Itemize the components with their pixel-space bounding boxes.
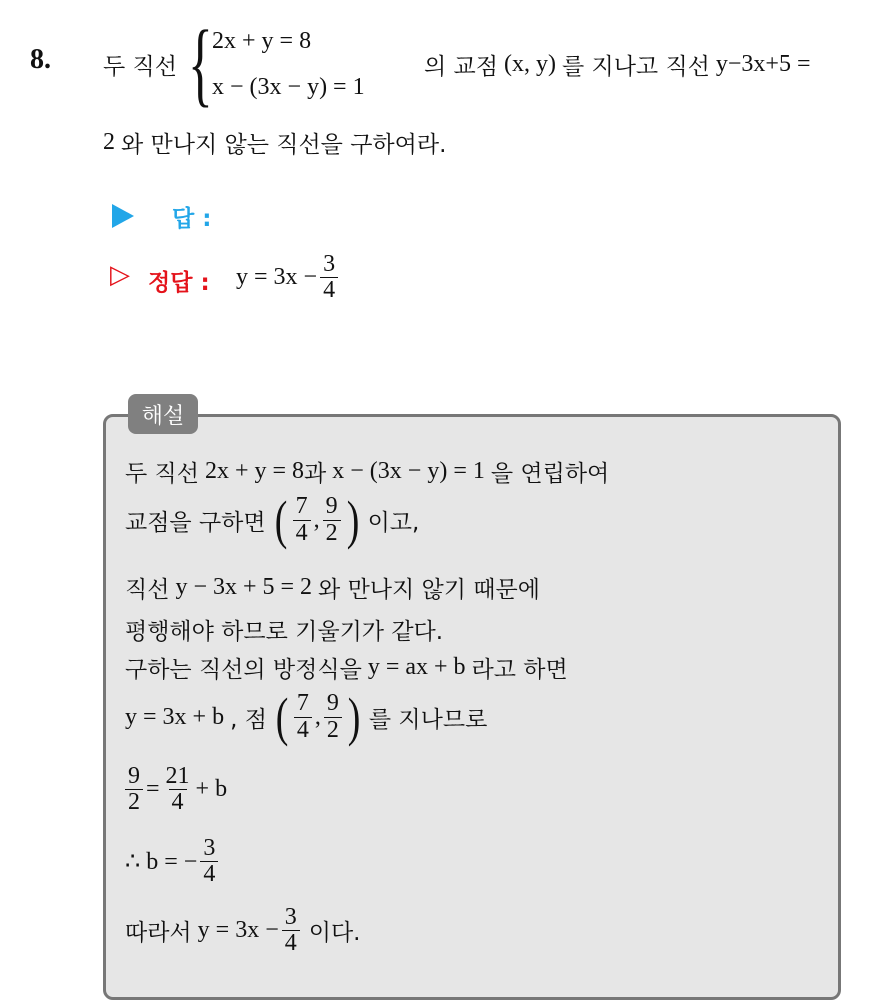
solution-line3 [125, 571, 540, 604]
answer-label: 답 : [172, 206, 212, 232]
sol-l8-a: ∴ b = − [125, 849, 198, 876]
correct-triangle-icon: ▷ [110, 260, 130, 290]
close-paren: ) [347, 687, 361, 747]
sol-l8-den: 4 [200, 861, 218, 887]
problem-mid-text: 의 교점 [424, 54, 498, 80]
comma: , [313, 506, 320, 533]
sol-l6-px-den: 4 [294, 717, 312, 743]
sol-l1-eq1: 2x + y = 8 [204, 458, 305, 484]
sol-l5-b: 라고 하면 [471, 657, 568, 683]
sol-l2-py [323, 494, 341, 545]
system-brace: { [188, 12, 213, 116]
correct-num: 3 [323, 251, 336, 277]
sol-l7-tail: + b [195, 776, 228, 803]
solution-line8 [125, 836, 221, 887]
sol-l6-a: , 점 [230, 706, 267, 733]
correct-label: 정답 : [148, 270, 210, 296]
solution-line1 [125, 455, 609, 488]
solution-line5 [125, 651, 568, 684]
problem-point: (x, y) [503, 51, 556, 77]
sol-l6-py [324, 691, 342, 742]
problem-prefix: 두 직선 [103, 54, 177, 80]
sol-l9-den: 4 [282, 930, 300, 956]
correct-answer [236, 252, 341, 303]
solution-tab: 해설 [128, 394, 198, 434]
sol-l2-px-den: 4 [293, 520, 311, 546]
sol-l7-lden: 2 [125, 789, 143, 815]
sol-l5-eq: y = ax + b [367, 654, 466, 680]
sol-l4: 평행해야 하므로 기울기가 같다. [125, 619, 444, 645]
problem-line1-tail [424, 48, 811, 81]
sol-l7-eq: = [146, 776, 160, 803]
sol-l8-num: 3 [203, 835, 216, 861]
sol-l9-frac [282, 905, 300, 956]
system-eq1: 2x + y = 8 [212, 28, 312, 54]
correct-den: 4 [320, 277, 338, 303]
sol-l3-b: 와 만나지 않기 때문에 [318, 577, 540, 603]
sol-l7-right [163, 764, 193, 815]
sol-l9-a: 따라서 [125, 920, 192, 947]
problem-mid-text2: 를 지나고 직선 [561, 54, 710, 80]
solution-line2 [125, 490, 420, 550]
sol-l7-rden: 4 [169, 789, 187, 815]
sol-l6-b: 를 지나므로 [368, 706, 488, 733]
open-paren: ( [274, 490, 287, 550]
sol-l6-py-den: 2 [324, 717, 342, 743]
comma: , [314, 703, 321, 730]
problem-line2-text: 와 만나지 않는 직선을 구하여라. [121, 132, 447, 158]
sol-l9-b: 이다. [308, 920, 361, 947]
correct-fraction [320, 252, 338, 303]
sol-l6-px [294, 691, 312, 742]
open-paren: ( [275, 687, 289, 747]
sol-l1-b: 과 [304, 461, 327, 487]
sol-l2-py-num: 9 [325, 493, 338, 520]
problem-line2-value: 2 [103, 129, 115, 155]
sol-l2-px-num: 7 [295, 493, 308, 520]
sol-l6-py-num: 9 [326, 690, 339, 717]
sol-l1-eq2: x − (3x − y) = 1 [332, 458, 485, 484]
sol-l9-num: 3 [284, 904, 297, 930]
answer-triangle-icon [112, 204, 134, 228]
sol-l3-eq: y − 3x + 5 = 2 [175, 574, 313, 600]
close-paren: ) [346, 490, 359, 550]
sol-l7-lnum: 9 [128, 763, 140, 789]
sol-l8-frac [200, 836, 218, 887]
problem-line-eq: y−3x+5 = [715, 51, 811, 77]
sol-l9-eq: y = 3x − [197, 917, 279, 944]
solution-line9 [125, 905, 360, 956]
sol-l2-b: 이고, [367, 509, 420, 536]
system-eq2: x − (3x − y) = 1 [212, 74, 365, 100]
correct-prefix: y = 3x − [236, 264, 318, 291]
sol-l1-c: 을 연립하여 [490, 461, 610, 487]
sol-l5-a: 구하는 직선의 방정식을 [125, 657, 362, 683]
sol-l1-a: 두 직선 [125, 461, 199, 487]
sol-l3-a: 직선 [125, 577, 170, 603]
sol-l2-px [293, 494, 311, 545]
sol-l2-a: 교점을 구하면 [125, 509, 266, 536]
sol-l7-rnum: 21 [165, 763, 190, 789]
sol-l6-px-num: 7 [296, 690, 309, 717]
solution-line4 [125, 613, 443, 646]
sol-l7-left [125, 764, 143, 815]
problem-line2 [103, 126, 446, 159]
solution-line7 [122, 764, 227, 815]
problem-number: 8. [30, 44, 51, 75]
sol-l2-py-den: 2 [323, 520, 341, 546]
solution-line6 [125, 687, 488, 747]
sol-l6-eq: y = 3x + b [125, 703, 225, 730]
